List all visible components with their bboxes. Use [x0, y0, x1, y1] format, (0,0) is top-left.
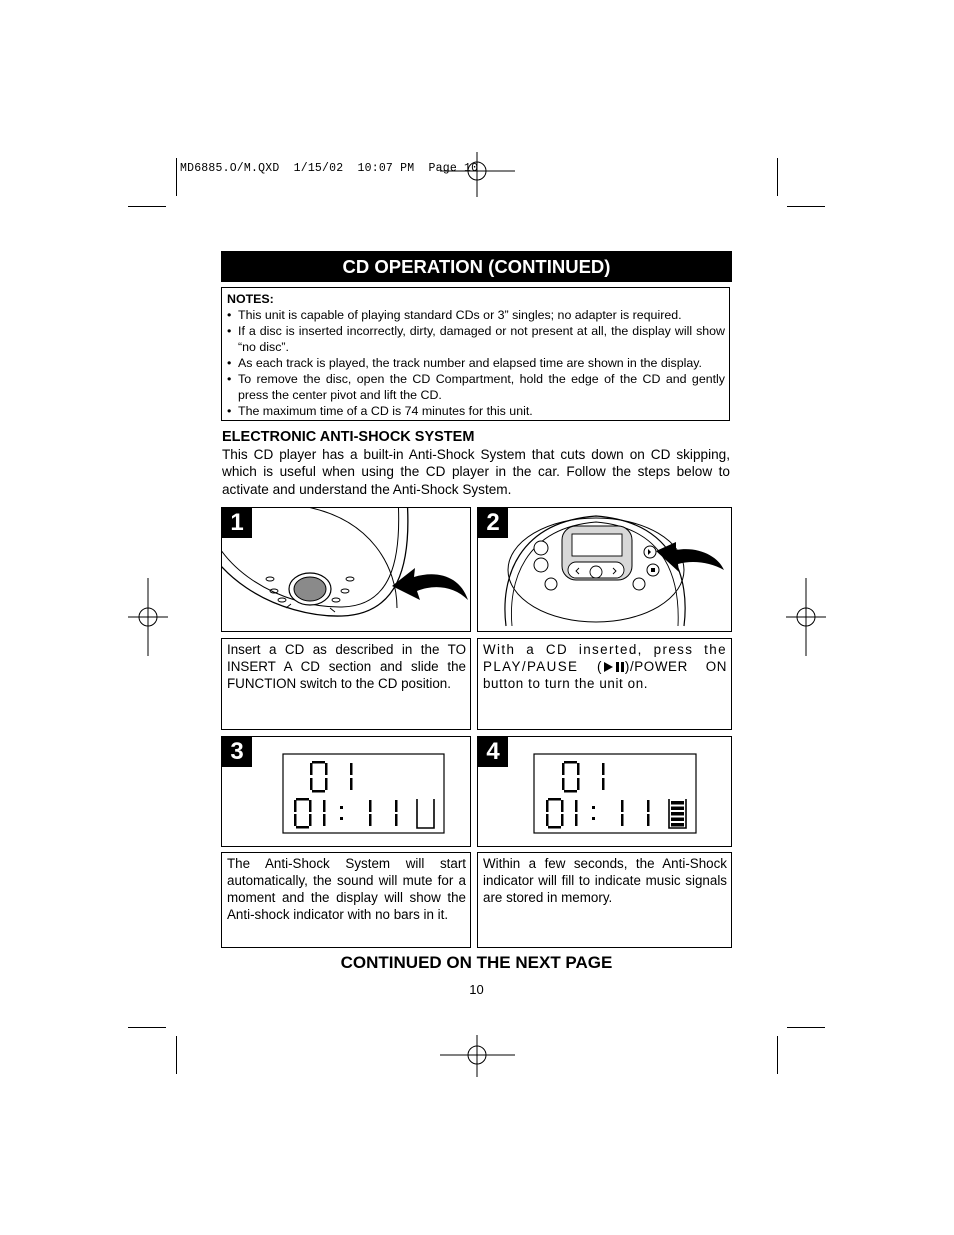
note-item: • This unit is capable of playing standard CDs or 3” singles; no adapter is required. — [227, 307, 725, 323]
step-number: 1 — [222, 508, 252, 538]
anti-shock-heading: ELECTRONIC ANTI-SHOCK SYSTEM — [222, 429, 475, 445]
step-2-illustration — [477, 507, 732, 632]
registration-mark-left — [128, 578, 168, 656]
step-1-description: Insert a CD as described in the TO INSERT A CD section and slide the FUNCTION switch to the CD position. — [227, 642, 466, 691]
step-4-illustration — [477, 736, 732, 847]
crop-mark — [176, 158, 177, 196]
crop-mark — [777, 1036, 778, 1074]
page-number: 10 — [469, 982, 484, 997]
crop-mark — [787, 1027, 825, 1028]
section-title: CD OPERATION (CONTINUED) — [221, 251, 732, 282]
note-item: • To remove the disc, open the CD Compartment, hold the edge of the CD and gently press the center pivot and lift the CD. — [227, 371, 725, 403]
crop-mark — [787, 206, 825, 207]
registration-mark-bottom — [440, 1035, 515, 1077]
lcd-display — [222, 737, 471, 847]
crop-mark — [128, 206, 166, 207]
step-4-text — [477, 852, 732, 948]
crop-mark — [176, 1036, 177, 1074]
step-2-text — [477, 638, 732, 730]
notes-list — [227, 307, 725, 419]
step-4-description: Within a few seconds, the Anti-Shock indicator will fill to indicate music signals are stored in memory. — [483, 856, 727, 905]
anti-shock-indicator-full — [669, 799, 686, 828]
player-side-illustration — [222, 508, 471, 632]
note-item: • If a disc is inserted incorrectly, dirty, damaged or not present at all, the display will show “no disc”. — [227, 323, 725, 355]
lcd-display — [478, 737, 732, 847]
registration-mark-right — [786, 578, 826, 656]
notes-box — [221, 287, 730, 421]
step-number: 3 — [222, 737, 252, 767]
player-top-illustration — [478, 508, 732, 632]
crop-mark — [777, 158, 778, 196]
step-number: 4 — [478, 737, 508, 767]
step-1-illustration — [221, 507, 471, 632]
step-3-description: The Anti-Shock System will start automatically, the sound will mute for a moment and the display will show the Anti-shock indicator with no bars in it. — [227, 856, 466, 922]
step-2-description-end: )/POWER ON button to turn the unit on. — [483, 659, 727, 691]
step-1-text — [221, 638, 471, 730]
continued-notice: CONTINUED ON THE NEXT PAGE — [340, 953, 613, 972]
step-number: 2 — [478, 508, 508, 538]
step-3-text — [221, 852, 471, 948]
step-3-illustration — [221, 736, 471, 847]
note-item: • The maximum time of a CD is 74 minutes for this unit. — [227, 403, 725, 419]
note-item: • As each track is played, the track number and elapsed time are shown in the display. — [227, 355, 725, 371]
crop-mark — [128, 1027, 166, 1028]
play-pause-icon — [603, 661, 625, 673]
anti-shock-intro: This CD player has a built-in Anti-Shock System that cuts down on CD skipping, which is useful when using the CD player in the car. Follow the steps below to activate and understand the Anti-Shock System. — [222, 447, 730, 497]
print-slug: MD6885.O/M.QXD 1/15/02 10:07 PM Page 10 — [180, 162, 479, 175]
notes-heading: NOTES: — [227, 292, 274, 306]
step-2-description-start: With a CD inserted, press the PLAY/PAUSE ( — [483, 642, 727, 674]
